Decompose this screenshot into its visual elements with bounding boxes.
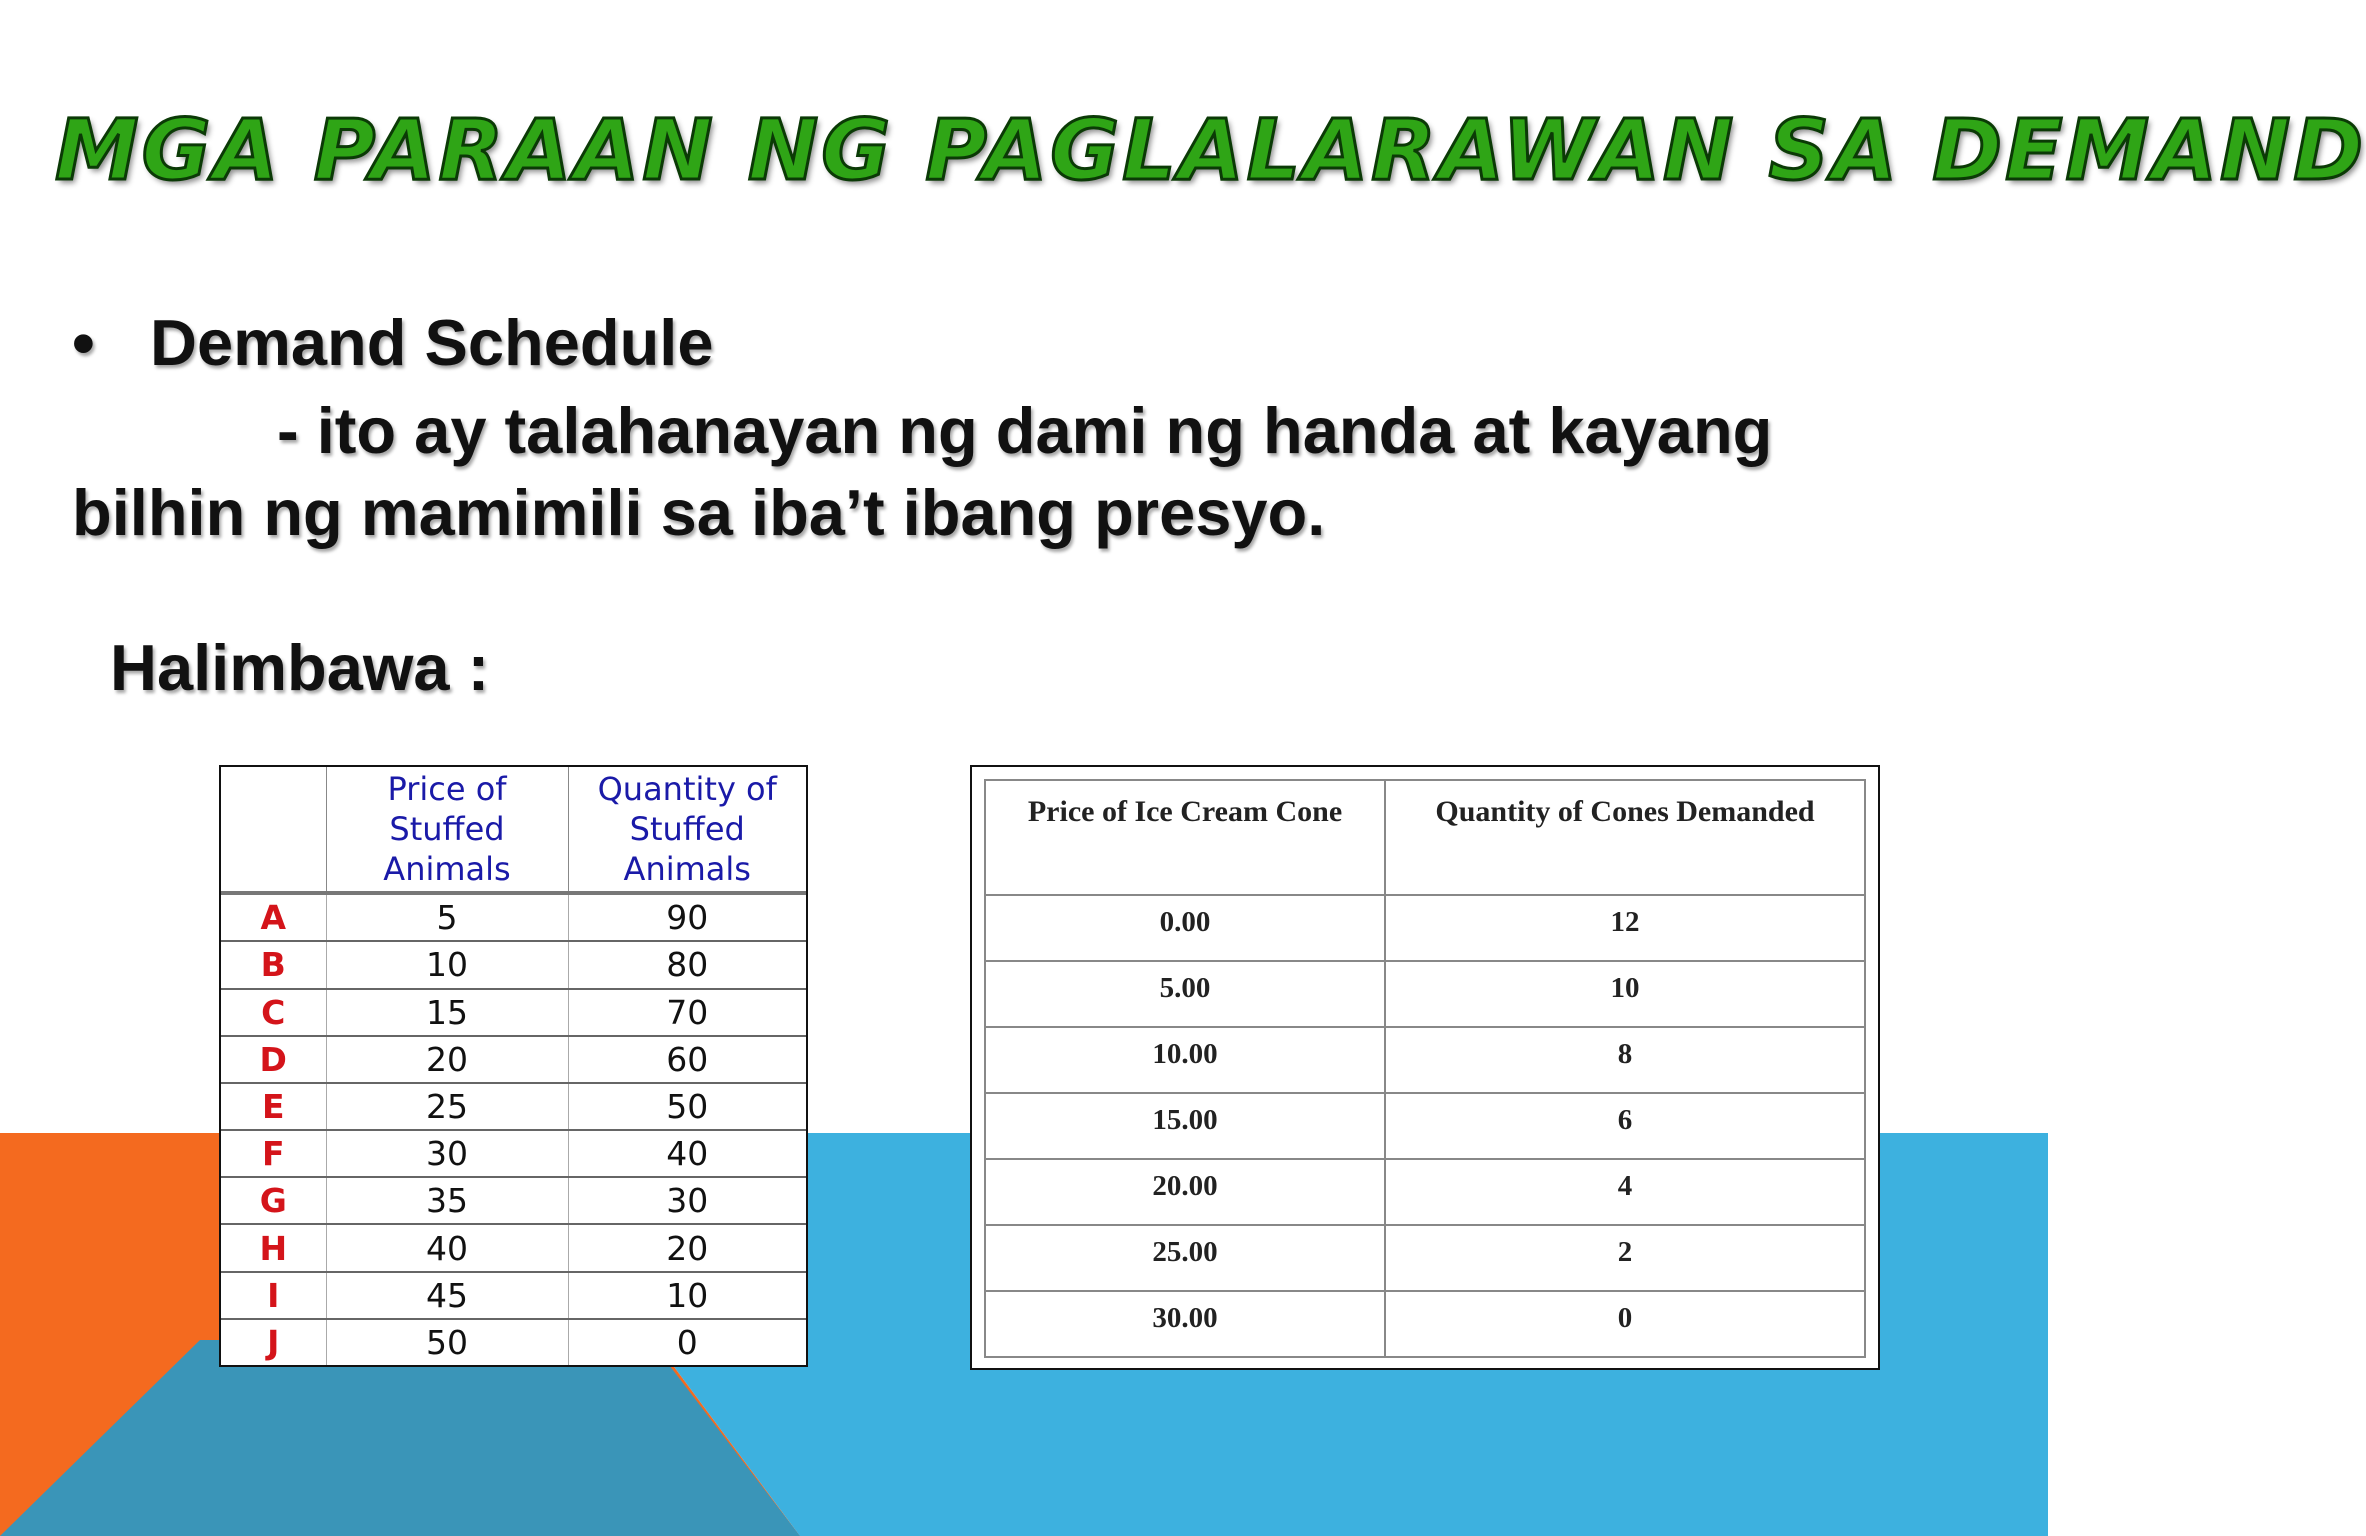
table-row [985,1027,1865,1093]
row-label: I [221,1272,326,1319]
quantity-cell: 0 [676,1322,698,1362]
row-label: D [221,1036,326,1083]
price-cell: 40 [326,1224,568,1271]
quantity-cell: 60 [568,1036,806,1083]
price-cell: 5 [326,893,568,941]
column-header-price: Price of Ice Cream Cone [985,780,1385,895]
table-row [985,1159,1865,1225]
quantity-cell: 4 [1385,1159,1865,1225]
quantity-cell: 12 [1385,895,1865,961]
column-header-price: Price of Stuffed Animals [326,767,568,893]
row-label: C [221,989,326,1036]
table-row [985,895,1865,961]
ice-cream-table [984,779,1866,1358]
stuffed-animals-table [221,767,806,1365]
column-header [221,767,326,893]
quantity-cell: 70 [568,989,806,1036]
price-cell: 0.00 [985,895,1385,961]
price-cell: 10 [326,941,568,988]
ice-cream-table-container [970,765,1880,1370]
quantity-cell: 90 [568,893,806,941]
column-header-quantity: Quantity of Cones Demanded [1385,780,1865,895]
table-row [985,1093,1865,1159]
quantity-cell: 10 [1385,961,1865,1027]
bullet-marker: • [72,306,95,379]
table-row [221,1083,806,1130]
table-header-row [985,780,1865,895]
table-row [221,1272,806,1319]
table-row [221,1036,806,1083]
table-row [221,941,806,988]
table-row [221,1224,806,1271]
quantity-cell: 40 [568,1130,806,1177]
price-cell: 35 [326,1177,568,1224]
price-cell: 25 [326,1083,568,1130]
column-header-quantity: Quantity of Stuffed Animals [568,767,806,893]
quantity-cell: 50 [568,1083,806,1130]
row-label: J [221,1319,326,1365]
slide-title: MGA PARAAN NG PAGLALARAWAN SA DEMAND [55,101,2366,199]
table-row [221,989,806,1036]
quantity-cell: 10 [568,1272,806,1319]
price-cell: 25.00 [985,1225,1385,1291]
quantity-cell: 6 [1385,1093,1865,1159]
price-cell: 30 [326,1130,568,1177]
stuffed-animals-table-body [221,893,806,1365]
quantity-cell: 30 [568,1177,806,1224]
table-row [221,1319,806,1365]
row-label: G [221,1177,326,1224]
quantity-cell: 0 [1385,1291,1865,1357]
row-label: A [221,893,326,941]
price-cell: 15 [326,989,568,1036]
definition-text [72,390,1772,554]
price-cell: 20.00 [985,1159,1385,1225]
example-label: Halimbawa : [110,631,490,704]
table-header-row [221,767,806,893]
quantity-cell: 80 [568,941,806,988]
definition-line-2: bilhin ng mamimili sa iba’t ibang presyo. [72,476,1326,549]
price-cell: 50 [326,1319,568,1365]
row-label: E [221,1083,326,1130]
bullet-heading-row [72,305,713,380]
price-cell: 5.00 [985,961,1385,1027]
price-cell: 20 [326,1036,568,1083]
ice-cream-table-body [985,895,1865,1357]
price-cell: 45 [326,1272,568,1319]
table-row [221,893,806,941]
definition-line-1: - ito ay talahanayan ng dami ng handa at kayang [277,394,1773,467]
bullet-heading: Demand Schedule [150,306,714,379]
table-row [221,1130,806,1177]
quantity-cell: 20 [568,1224,806,1271]
price-cell: 10.00 [985,1027,1385,1093]
table-row [985,1225,1865,1291]
row-label: B [221,941,326,988]
quantity-cell: 8 [1385,1027,1865,1093]
quantity-cell: 2 [1385,1225,1865,1291]
stuffed-animals-table-container [219,765,808,1367]
row-label: H [221,1224,326,1271]
table-row [985,961,1865,1027]
table-row [985,1291,1865,1357]
price-cell: 30.00 [985,1291,1385,1357]
price-cell: 15.00 [985,1093,1385,1159]
table-row [221,1177,806,1224]
row-label: F [221,1130,326,1177]
